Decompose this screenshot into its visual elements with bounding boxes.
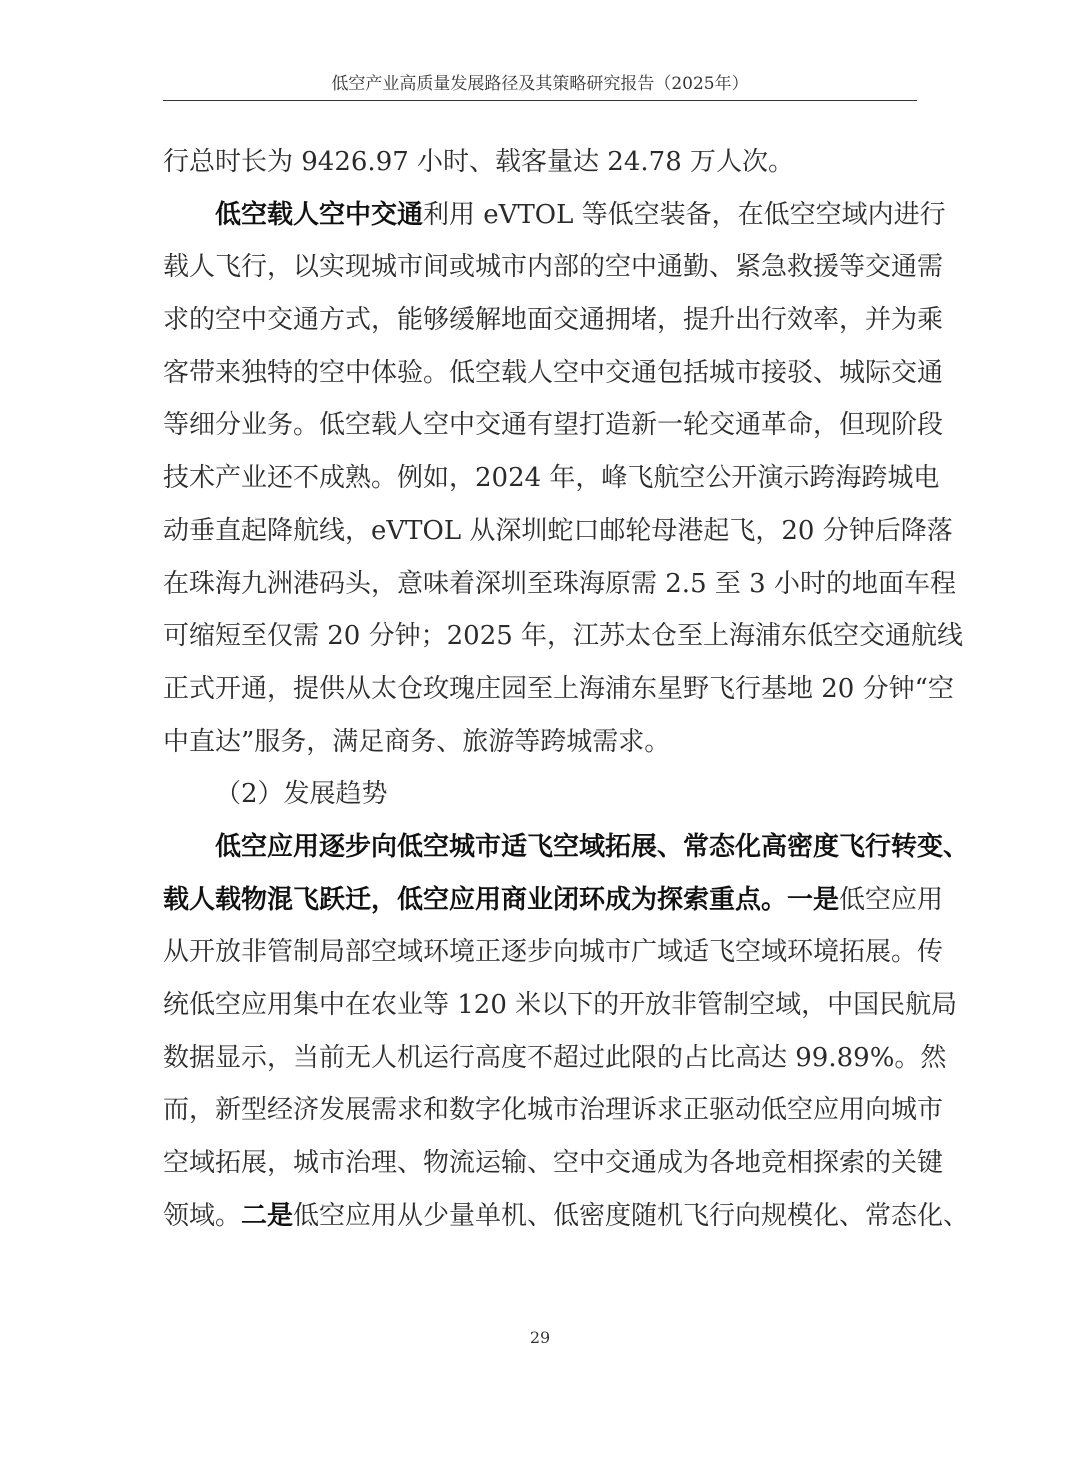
text-line: 领域。二是低空应用从少量单机、低密度随机飞行向规模化、常态化、 bbox=[163, 1200, 970, 1231]
text-line: 统低空应用集中在农业等 120 米以下的开放非管制空域，中国民航局 bbox=[163, 990, 958, 1020]
text-line: 数据显示，当前无人机运行高度不超过此限的占比高达 99.89%。然 bbox=[163, 1042, 947, 1073]
text-line: 载人飞行，以实现城市间或城市内部的空中通勤、紧急救援等交通需 bbox=[163, 252, 944, 283]
text-line: 技术产业还不成熟。例如，2024 年，峰飞航空公开演示跨海跨城电 bbox=[163, 463, 940, 494]
bold-ordinal: 二是 bbox=[241, 1200, 294, 1231]
body-text bbox=[163, 136, 970, 1242]
text-line: 可缩短至仅需 20 分钟；2025 年，江苏太仓至上海浦东低空交通航线 bbox=[163, 621, 964, 652]
text-line: 行总时长为 9426.97 小时、载客量达 24.78 万人次。 bbox=[163, 147, 795, 177]
section-heading: （2）发展趋势 bbox=[215, 779, 388, 810]
bold-summary: 载人载物混飞跃迁，低空应用商业闭环成为探索重点。 bbox=[163, 884, 788, 915]
bold-term: 低空载人空中交通 bbox=[215, 199, 424, 230]
text-line: 从开放非管制局部空域环境正逐步向城市广域适飞空域环境拓展。传 bbox=[163, 937, 944, 968]
text-line: 等细分业务。低空载人空中交通有望打造新一轮交通革命，但现阶段 bbox=[163, 410, 944, 441]
page-number: 29 bbox=[529, 1328, 551, 1347]
bold-ordinal: 一是 bbox=[787, 884, 840, 915]
running-header bbox=[163, 70, 917, 101]
text-line: 正式开通，提供从太仓玫瑰庄园至上海浦东星野飞行基地 20 分钟“空 bbox=[163, 673, 954, 704]
text-line: 空域拓展，城市治理、物流运输、空中交通成为各地竞相探索的关键 bbox=[163, 1148, 944, 1179]
text-line bbox=[163, 821, 970, 874]
text-line: 求的空中交通方式，能够缓解地面交通拥堵，提升出行效率，并为乘 bbox=[163, 305, 944, 336]
bold-summary: 低空应用逐步向低空城市适飞空域拓展、常态化高密度飞行转变、 bbox=[215, 831, 970, 862]
text-line: 而，新型经济发展需求和数字化城市治理诉求正驱动低空应用向城市 bbox=[163, 1095, 944, 1126]
text-line: 低空载人空中交通利用 eVTOL 等低空装备，在低空空域内进行 bbox=[215, 199, 946, 230]
text-line: 载人载物混飞跃迁，低空应用商业闭环成为探索重点。一是低空应用 bbox=[163, 884, 944, 915]
text-line: 客带来独特的空中体验。低空载人空中交通包括城市接驳、城际交通 bbox=[163, 357, 944, 388]
text-line: 动垂直起降航线，eVTOL 从深圳蛇口邮轮母港起飞，20 分钟后降落 bbox=[163, 515, 953, 546]
report-title: 低空产业高质量发展路径及其策略研究报告（2025年） bbox=[331, 74, 749, 94]
text-line: 中直达”服务，满足商务、旅游等跨城需求。 bbox=[163, 726, 671, 757]
text-line: 在珠海九洲港码头，意味着深圳至珠海原需 2.5 至 3 小时的地面车程 bbox=[163, 568, 956, 599]
